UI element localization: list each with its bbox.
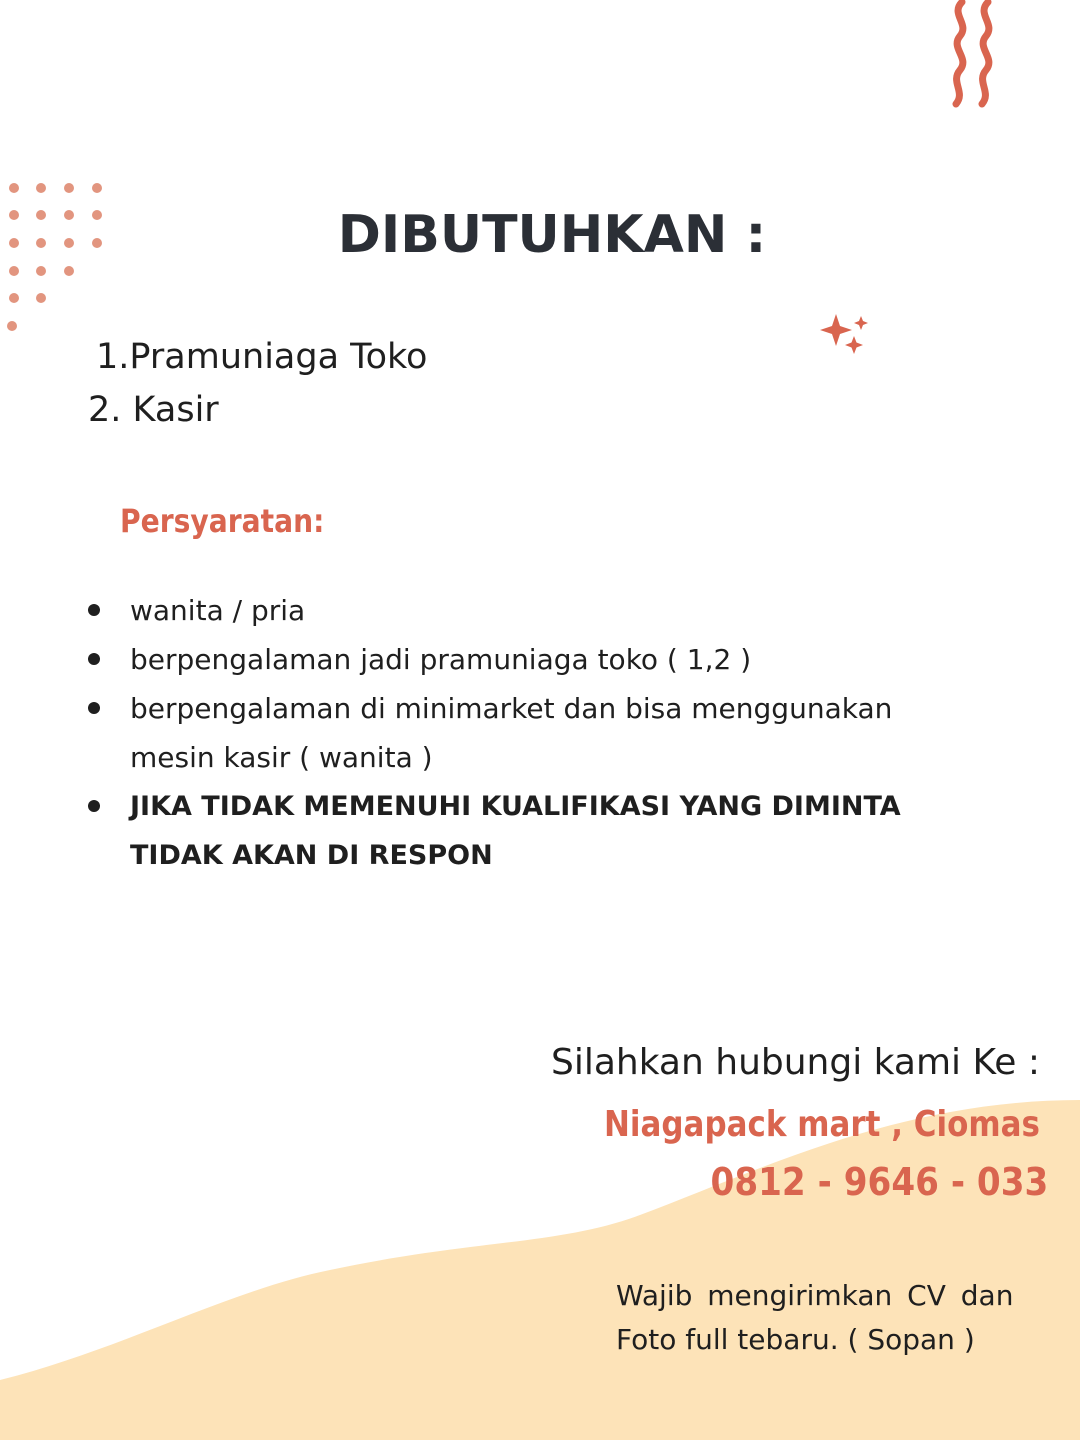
bullet-icon xyxy=(88,800,100,812)
requirement-item xyxy=(84,684,984,782)
store-name: Niagapack mart , Ciomas xyxy=(604,1104,1040,1145)
position-number: 2. xyxy=(88,390,122,430)
requirement-item xyxy=(84,635,984,684)
bullet-icon xyxy=(88,653,100,665)
requirements-heading: Persyaratan: xyxy=(120,502,325,540)
submission-note xyxy=(616,1274,1013,1362)
requirement-item xyxy=(84,586,984,635)
sparkle-icon xyxy=(818,312,872,356)
requirements-list xyxy=(84,586,984,880)
squiggle-icon xyxy=(940,0,1010,110)
phone-number: 0812 - 9646 - 033 xyxy=(710,1160,1048,1204)
requirement-text: wanita / pria xyxy=(130,594,306,627)
position-label: Pramuniaga Toko xyxy=(129,337,428,377)
position-item xyxy=(88,334,427,387)
position-label: Kasir xyxy=(132,390,219,430)
note-line: Foto full tebaru. ( Sopan ) xyxy=(616,1323,975,1356)
position-item xyxy=(88,387,427,440)
requirement-text: berpengalaman jadi pramuniaga toko ( 1,2 ) xyxy=(130,643,752,676)
poster-title: DIBUTUHKAN : xyxy=(337,205,767,265)
bullet-icon xyxy=(88,604,100,616)
bullet-icon xyxy=(88,702,100,714)
contact-label: Silahkan hubungi kami Ke : xyxy=(550,1042,1040,1083)
position-number: 1. xyxy=(96,337,130,377)
requirement-text: JIKA TIDAK MEMENUHI KUALIFIKASI YANG DIMINTA TIDAK AKAN DI RESPON xyxy=(130,791,901,871)
requirement-item-warning xyxy=(84,782,984,880)
positions-list xyxy=(88,334,427,440)
note-line: Wajib mengirimkan CV dan xyxy=(616,1279,1014,1312)
requirement-text: berpengalaman di minimarket dan bisa menggunakan mesin kasir ( wanita ) xyxy=(130,692,893,774)
